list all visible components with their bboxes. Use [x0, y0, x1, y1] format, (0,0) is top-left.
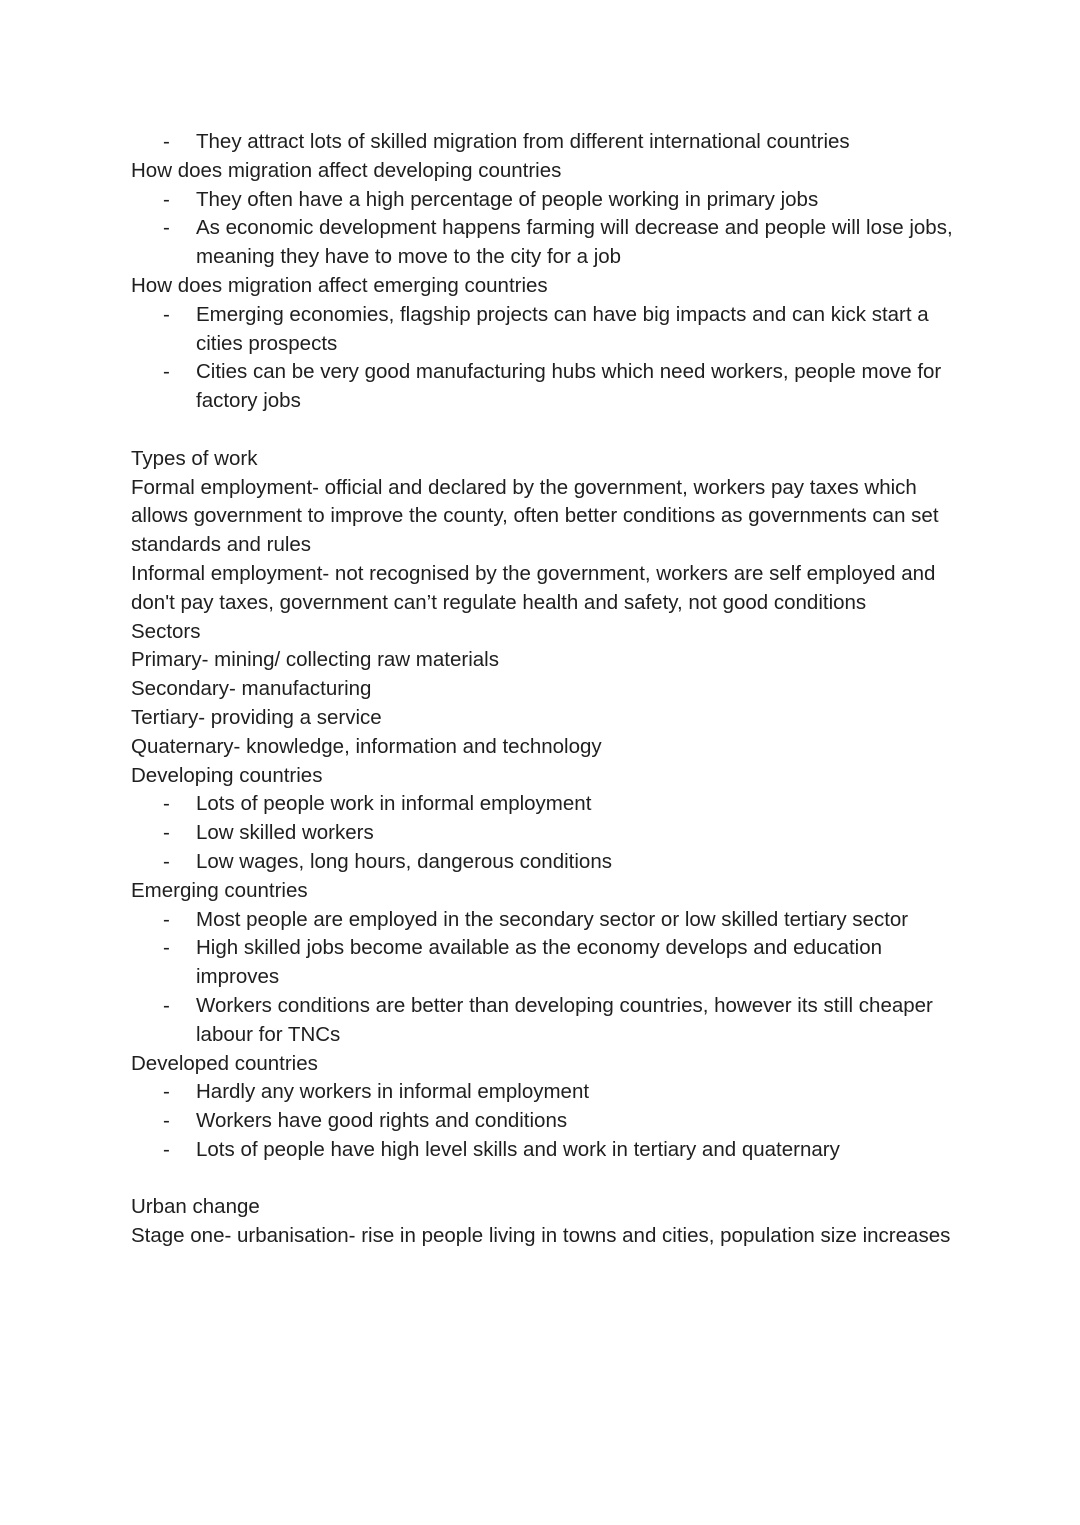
dash-marker: - — [163, 1080, 170, 1104]
list-item: - Most people are employed in the secondary sector or low skilled tertiary sector — [131, 906, 961, 935]
heading-work-developed: Developed countries — [131, 1051, 318, 1075]
developed-work-list — [131, 1078, 961, 1164]
list-item: - Low skilled workers — [131, 819, 961, 848]
list-item: - As economic development happens farming will decrease and people will lose jobs, meaning they have to move to the city for a job — [163, 216, 953, 269]
heading-work-developing: Developing countries — [131, 763, 323, 787]
list-item: - They often have a high percentage of people working in primary jobs — [131, 186, 961, 215]
dash-marker: - — [163, 821, 170, 845]
dash-marker: - — [163, 993, 170, 1017]
developing-work-list — [131, 790, 961, 876]
formal-employment-definition: Formal employment- official and declared by the government, workers pay taxes which allows government to improve the county, often better conditions as governments can set standards and rules — [131, 475, 939, 557]
developing-migration-list — [131, 186, 961, 272]
list-item: - Low wages, long hours, dangerous conditions — [131, 848, 961, 877]
emerging-work-list — [131, 906, 961, 1050]
emerging-migration-list — [131, 301, 961, 416]
urban-stage-one: Stage one- urbanisation- rise in people living in towns and cities, population size increases — [131, 1224, 951, 1248]
dash-marker: - — [163, 302, 170, 326]
sector-quaternary: Quaternary- knowledge, information and technology — [131, 734, 602, 758]
dash-marker: - — [163, 130, 170, 153]
heading-work-emerging: Emerging countries — [131, 878, 308, 902]
heading-migration-emerging: How does migration affect emerging countries — [131, 273, 548, 297]
dash-marker: - — [163, 907, 170, 931]
dash-marker: - — [163, 1137, 170, 1161]
sector-secondary: Secondary- manufacturing — [131, 677, 372, 701]
list-item: - Lots of people have high level skills and work in tertiary and quaternary — [131, 1136, 961, 1165]
heading-urban-change: Urban change — [131, 1195, 260, 1219]
spacer — [131, 1165, 961, 1194]
dash-marker: - — [163, 792, 170, 816]
list-item: - High skilled jobs become available as the economy develops and education improves — [163, 936, 883, 989]
heading-sectors: Sectors — [131, 619, 201, 643]
heading-types-of-work: Types of work — [131, 446, 258, 470]
list-item: - Hardly any workers in informal employment — [131, 1078, 961, 1107]
list-item: - Cities can be very good manufacturing hubs which need workers, people move for factory jobs — [163, 360, 942, 413]
list-item: - Emerging economies, flagship projects can have big impacts and can kick start a cities prospects — [163, 302, 929, 355]
dash-marker: - — [163, 849, 170, 873]
list-item: - Workers have good rights and conditions — [131, 1107, 961, 1136]
list-item: - Lots of people work in informal employment — [131, 790, 961, 819]
dash-marker: - — [163, 216, 170, 240]
spacer — [131, 416, 961, 445]
sector-primary: Primary- mining/ collecting raw materials — [131, 648, 499, 672]
dash-marker: - — [163, 360, 170, 384]
notes-page — [131, 128, 961, 1251]
developed-migration-list — [131, 128, 961, 157]
list-item: - They attract lots of skilled migration from different international countries — [131, 128, 961, 157]
sector-tertiary: Tertiary- providing a service — [131, 705, 382, 729]
heading-migration-developing: How does migration affect developing countries — [131, 158, 562, 182]
dash-marker: - — [163, 187, 170, 211]
dash-marker: - — [163, 936, 170, 960]
dash-marker: - — [163, 1109, 170, 1133]
list-item: - Workers conditions are better than developing countries, however its still cheaper labour for TNCs — [163, 993, 933, 1046]
informal-employment-definition: Informal employment- not recognised by the government, workers are self employed and don't pay taxes, government can’t regulate health and safety, not good conditions — [131, 561, 936, 614]
